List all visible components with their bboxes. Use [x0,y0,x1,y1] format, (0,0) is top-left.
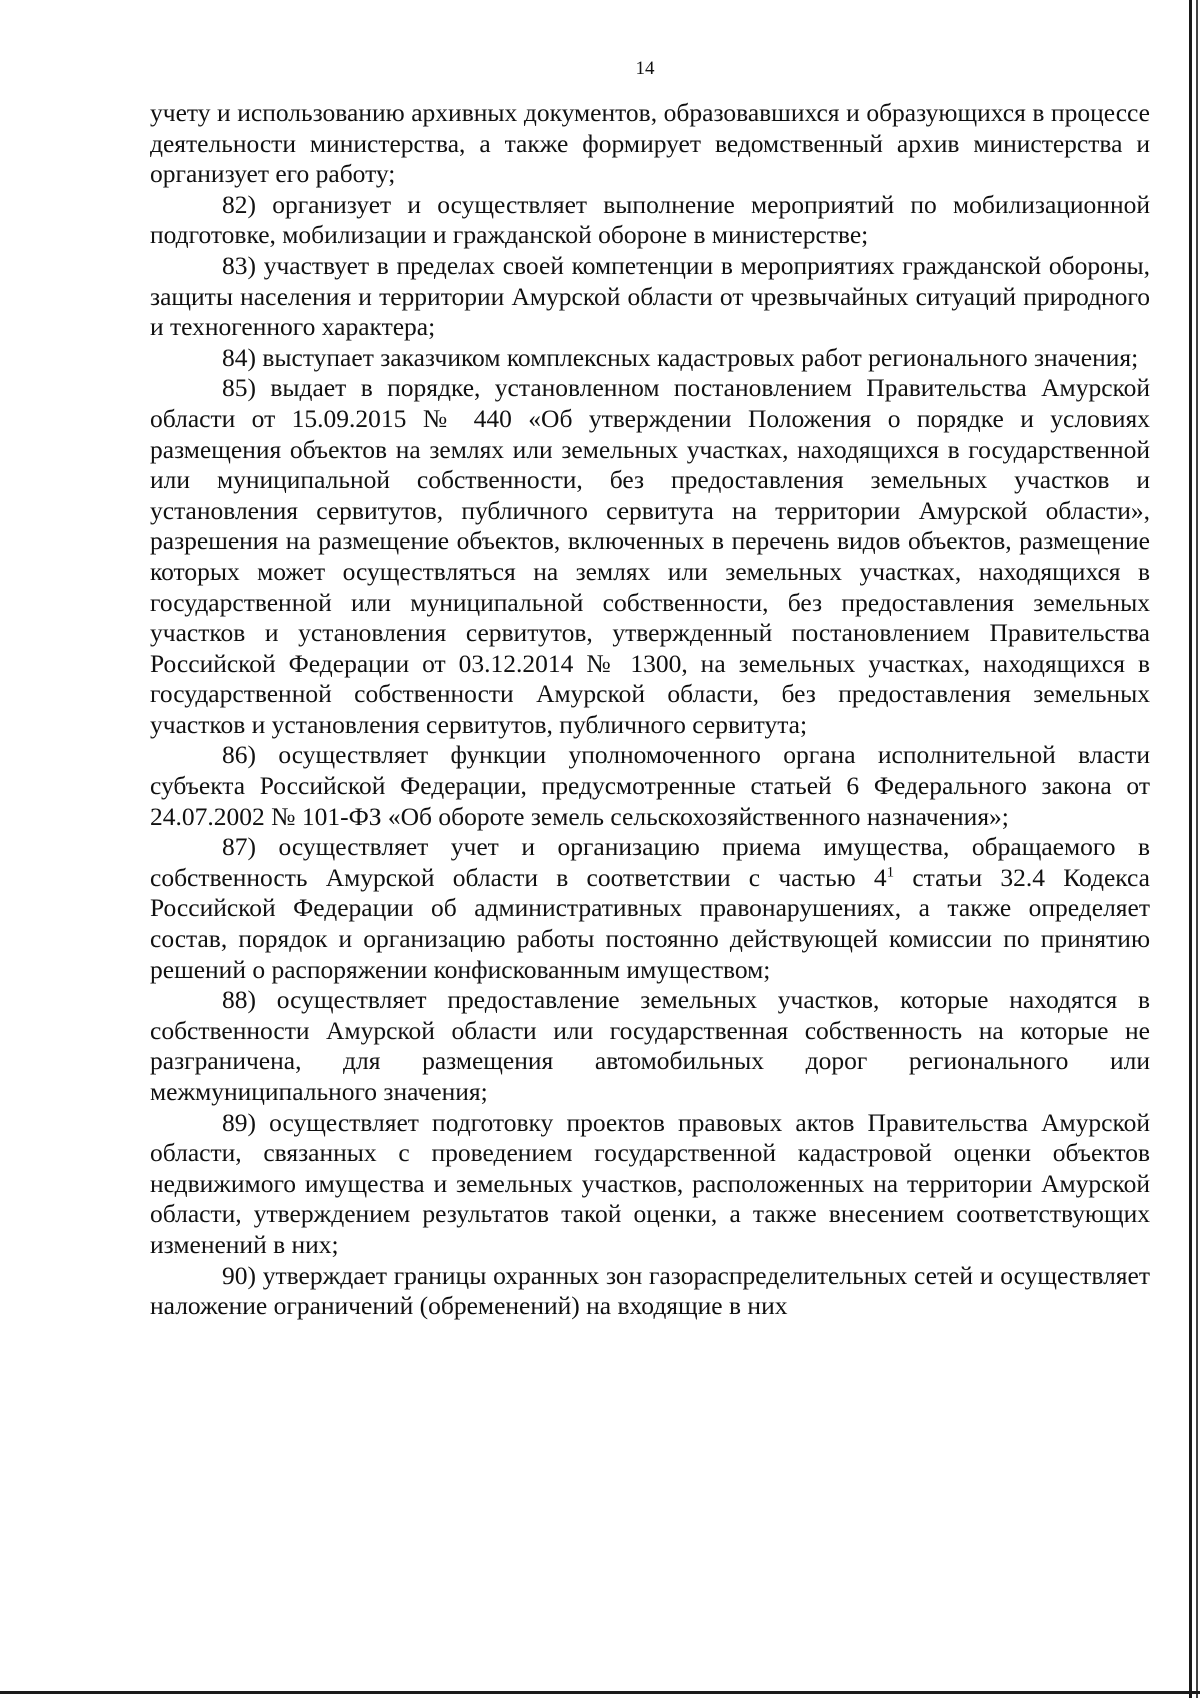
paragraph-item-88: 88) осуществляет предоставление земельных участков, которые находятся в собственности Амурской области или государственная собственность на которые не разграничена, для размещения автомобильных дорог регионального или межмуниципального значения; [150,985,1150,1106]
paragraph-item-85: 85) выдает в порядке, установленном постановлением Правительства Амурской области от 15.09.2015 № 440 «Об утверждении Положения о порядке и условиях размещения объектов на землях или земельных участках, находящихся в государственной или муниципальной собственности, без предоставления земельных участков и установления сервитутов, публичного сервитута на территории Амурской области», разрешения на размещение объектов, включенных в перечень видов объектов, размещение которых может осуществляться на землях или земельных участках, находящихся в государственной или муниципальной собственности, без предоставления земельных участков и установления сервитутов, утвержденный постановлением Правительства Российской Федерации от 03.12.2014 № 1300, на земельных участках, находящихся в государственной собственности Амурской области, без предоставления земельных участков и установления сервитутов, публичного сервитута; [150,373,1150,739]
paragraph-item-87-part1: 87) осуществляет учет и организацию приема имущества, обращаемого в собственность Амурской области в соответствии с частью 4 [150,832,1150,892]
page-number: 14 [635,58,655,79]
paragraph-item-83: 83) участвует в пределах своей компетенции в мероприятиях гражданской обороны, защиты населения и территории Амурской области от чрезвычайных ситуаций природного и техногенного характера; [150,250,1150,342]
paragraph-item-89: 89) осуществляет подготовку проектов правовых актов Правительства Амурской области, связанных с проведением государственной кадастровой оценки объектов недвижимого имущества и земельных участков, расположенных на территории Амурской области, утверждением результатов такой оценки, а также внесением соответствующих изменений в них; [150,1107,1150,1259]
superscript: 1 [886,864,895,881]
page-edge-right [1189,0,1192,1698]
paragraph-item-90: 90) утверждает границы охранных зон газораспределительных сетей и осуществляет наложение ограничений (обременений) на входящие в них [150,1260,1150,1321]
paragraph-item-87-part2: статьи 32.4 Кодекса Российской Федерации об административных правонарушениях, а также определяет состав, порядок и организацию работы постоянно действующей комиссии по принятию решений о распоряжении конфискованным имуществом; [150,862,1150,984]
document-body [150,98,1150,1322]
paragraph-item-84: 84) выступает заказчиком комплексных кадастровых работ регионального значения; [222,342,1139,372]
page-edge-right-shadow [1196,0,1198,1698]
paragraph-item-87 [150,832,1150,985]
paragraph-item-82: 82) организует и осуществляет выполнение мероприятий по мобилизационной подготовке, мобилизации и гражданской обороне в министерстве; [150,189,1150,250]
paragraph-item-86: 86) осуществляет функции уполномоченного органа исполнительной власти субъекта Российской Федерации, предусмотренные статьей 6 Федерального закона от 24.07.2002 № 101-ФЗ «Об обороте земель сельскохозяйственного назначения»; [150,740,1150,831]
paragraph-continuation: учету и использованию архивных документов, образовавшихся и образующихся в процессе деятельности министерства, а также формирует ведомственный архив министерства и организует его работу; [150,98,1150,189]
page-edge-bottom [0,1691,1200,1694]
